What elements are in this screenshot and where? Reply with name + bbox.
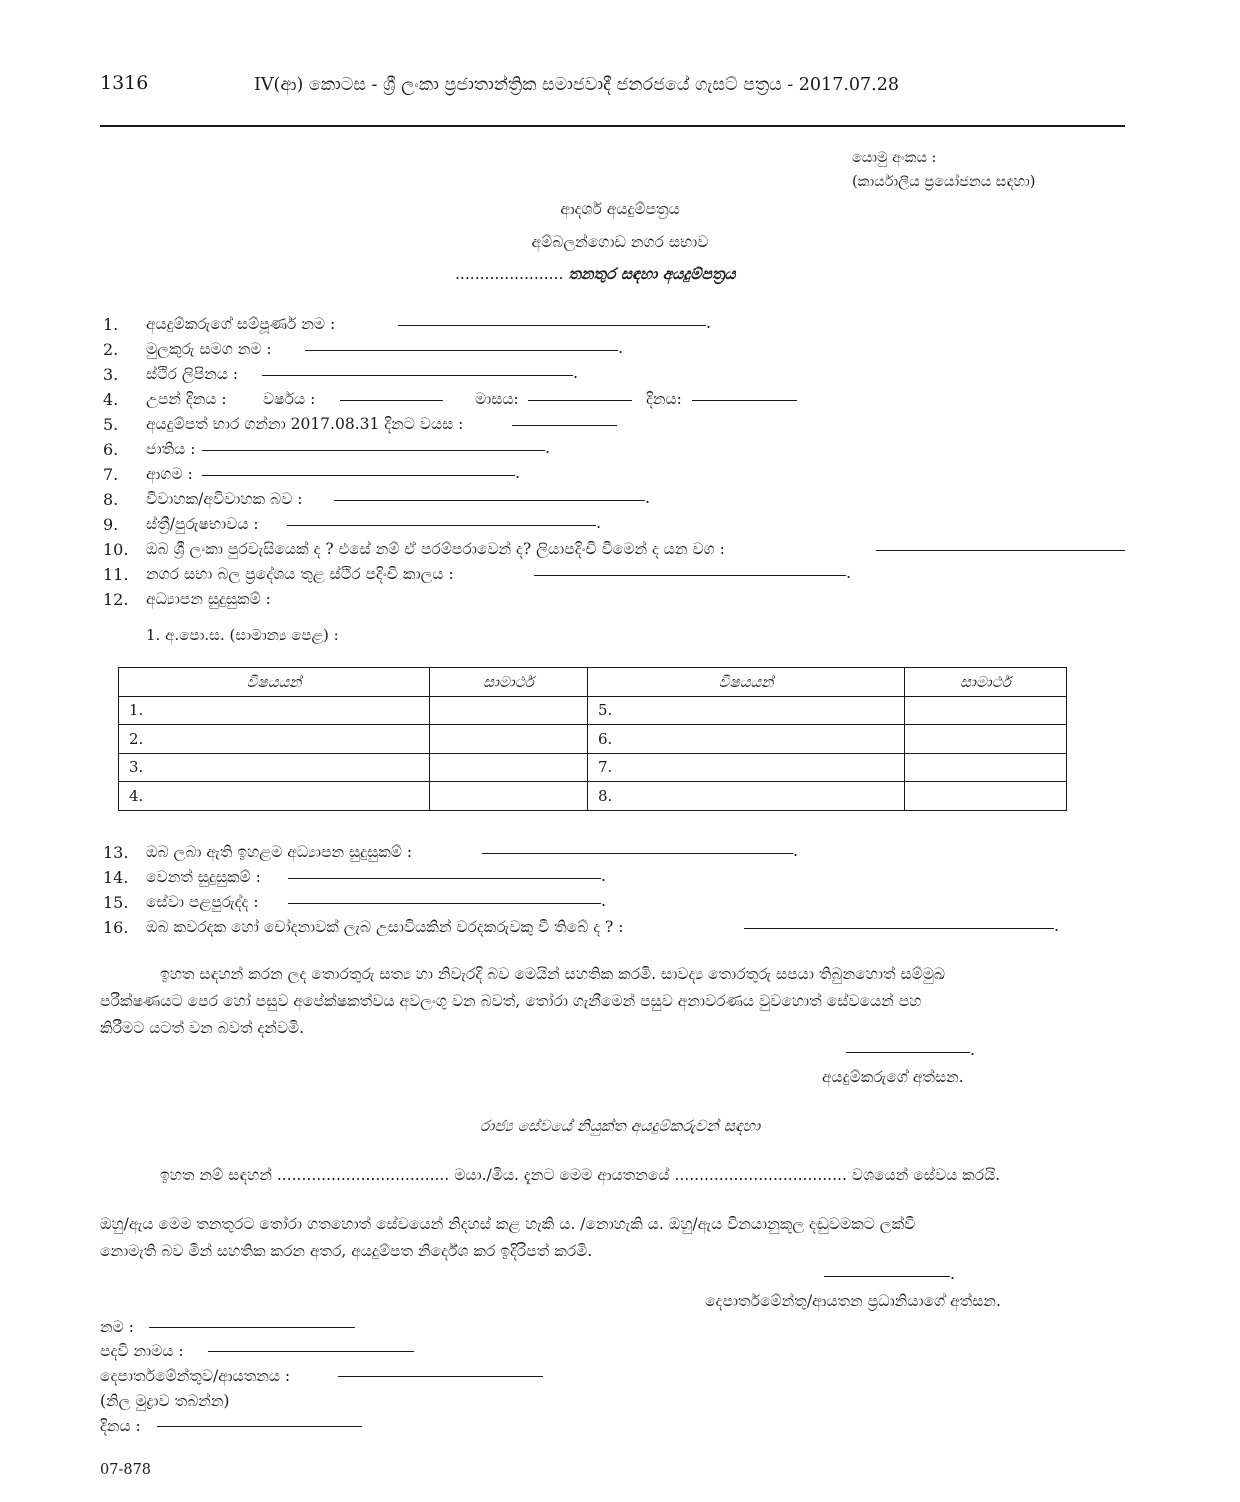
- fill-line-highest-qualification[interactable]: [482, 853, 793, 854]
- subject-cell[interactable]: 2.: [119, 725, 430, 754]
- line-end-dot: .: [545, 438, 551, 457]
- line-end-dot: .: [1054, 916, 1060, 935]
- pass-cell[interactable]: [905, 725, 1067, 754]
- field-label-religion: ආගම :: [146, 465, 193, 483]
- field-number: 5.: [103, 415, 119, 434]
- pass-cell[interactable]: [905, 696, 1067, 725]
- field-label-other-qualifications: වෙනත් සුදුසුකම් :: [146, 868, 261, 886]
- pass-cell[interactable]: [430, 782, 588, 811]
- fill-line-nationality[interactable]: [202, 450, 545, 451]
- head-designation-label: පදවි නාමය :: [100, 1342, 184, 1360]
- field-label-service-experience: සේවා පළපුරුද්ද :: [146, 893, 259, 911]
- head-signature-line[interactable]: [824, 1276, 950, 1277]
- fill-line-full-name[interactable]: [398, 325, 706, 326]
- fill-line-citizenship[interactable]: [876, 550, 1125, 551]
- line-end-dot: .: [706, 313, 712, 332]
- fill-line-head-designation[interactable]: [208, 1351, 414, 1352]
- line-end-dot: .: [645, 488, 651, 507]
- line-end-dot: .: [601, 866, 607, 885]
- line-end-dot: .: [618, 338, 624, 357]
- declaration-line-1: ඉහත සඳහන් කරන ලද තොරතුරු සත්‍ය හා නිවැරදි බව මෙයින් සහතික කරමි. සාවද්‍ය තොරතුරු සපයා තිබුනහොත් සම්මුඛ: [160, 965, 945, 983]
- field-label-highest-qualification: ඔබ ලබා ඇති ඉහළම අධ්‍යාපන සුදුසුකම් :: [146, 843, 413, 861]
- government-section-heading: රාජ්‍ය සේවයේ නියුක්ත අයදුම්කරුවන් සඳහා: [479, 1117, 761, 1135]
- line-end-dot: .: [573, 363, 579, 382]
- government-service-statement: ඉහත නම් සඳහන් ................................... මයා./මිය. දැනට මෙම ආයතනයේ ................................... වශයෙන් සේවය කරයි.: [160, 1166, 1001, 1184]
- field-number: 3.: [103, 365, 119, 384]
- fill-line-service-experience[interactable]: [288, 903, 601, 904]
- dob-month-label: මාසය:: [475, 390, 519, 408]
- field-label-educational-qualifications: අධ්‍යාපන සුදුසුකම් :: [146, 590, 271, 608]
- head-department-label: දෙපාර්තමේන්තුව/ආයතනය :: [100, 1367, 291, 1385]
- field-number: 15.: [103, 893, 129, 912]
- pass-cell[interactable]: [905, 782, 1067, 811]
- column-header-pass: සාමාර්ථ: [430, 668, 588, 697]
- column-header-subject: විෂයයන්: [588, 668, 905, 697]
- fill-line-marital-status[interactable]: [334, 500, 645, 501]
- field-number: 9.: [103, 515, 119, 534]
- fill-line-other-qualifications[interactable]: [288, 878, 601, 879]
- header-rule: [100, 125, 1125, 127]
- fill-line-name-with-initials[interactable]: [305, 350, 618, 351]
- pass-cell[interactable]: [430, 753, 588, 782]
- line-end-dot: .: [515, 463, 521, 482]
- footer-code: 07-878: [100, 1462, 152, 1478]
- applicant-signature-line[interactable]: [846, 1052, 970, 1053]
- line-end-dot: .: [793, 841, 799, 860]
- table-row: [119, 753, 1067, 782]
- subject-cell[interactable]: 8.: [588, 782, 905, 811]
- line-end-dot: .: [970, 1040, 976, 1059]
- field-number: 12.: [103, 590, 129, 609]
- dob-year-label: වර්ෂය :: [263, 390, 316, 408]
- gazette-header-title: IV(ආ) කොටස - ශ්‍රී ලංකා ප්‍රජාතාන්ත්‍රික සමාජවාදී ජනරජයේ ගැසට් පත්‍රය - 2017.07.28: [254, 75, 899, 95]
- subject-cell[interactable]: 4.: [119, 782, 430, 811]
- field-number: 2.: [103, 340, 119, 359]
- field-label-permanent-address: ස්ථිර ලිපිනය :: [146, 365, 239, 383]
- official-seal-note: (නිල මුද්‍රාව තබන්න): [100, 1392, 230, 1410]
- council-name: අම්බලන්ගොඩ නගර සභාව: [531, 233, 709, 251]
- form-title: ආදර්ශ අයදුම්පත්‍රය: [560, 200, 680, 218]
- field-label-citizenship: ඔබ ශ්‍රී ලංකා පුරවැසියෙක් ද ? එසේ නම් ඒ පරම්පරාවෙන් ද? ලියාපදිංචි වීමෙන් ද යන වග :: [146, 540, 725, 558]
- field-number: 4.: [103, 390, 119, 409]
- field-number: 6.: [103, 440, 119, 459]
- subject-cell[interactable]: 1.: [119, 696, 430, 725]
- table-header-row: [119, 668, 1067, 697]
- applicant-signature-label: අයදුම්කරුගේ අත්සන.: [822, 1068, 964, 1086]
- field-number: 13.: [103, 843, 129, 862]
- declaration-line-2: පරීක්ෂණයට පෙර හෝ පසුව අපේක්ෂකත්වය අවලංගු වන බවත්, තෝරා ගැනීමෙන් පසුව අනාවරණය වුවහොත් සේවයෙන් පහ: [100, 992, 922, 1010]
- table-row: [119, 696, 1067, 725]
- pass-cell[interactable]: [905, 753, 1067, 782]
- field-number: 7.: [103, 465, 119, 484]
- field-label-full-name: අයදුම්කරුගේ සම්පූර්ණ නම :: [146, 315, 336, 333]
- fill-line-head-department[interactable]: [338, 1376, 543, 1377]
- field-label-date-of-birth: උපන් දිනය :: [146, 390, 227, 408]
- office-use-note: (කාර්යාලීය ප්‍රයෝජනය සඳහා): [852, 174, 1036, 190]
- fill-line-head-date[interactable]: [157, 1426, 362, 1427]
- subject-cell[interactable]: 5.: [588, 696, 905, 725]
- page-number: 1316: [100, 72, 149, 94]
- field-label-gender: ස්ත්‍රී/පුරුෂභාවය :: [146, 515, 259, 533]
- head-name-label: නම :: [100, 1318, 134, 1336]
- pass-cell[interactable]: [430, 725, 588, 754]
- gce-ol-title: 1. අ.පො.ස. (සාමාන්‍ය පෙළ) :: [146, 626, 339, 644]
- field-number: 8.: [103, 490, 119, 509]
- post-title-line: [455, 264, 736, 284]
- table-row: [119, 782, 1067, 811]
- head-date-label: දිනය :: [100, 1417, 141, 1435]
- field-number: 1.: [103, 315, 119, 334]
- fill-line-religion[interactable]: [202, 475, 515, 476]
- fill-line-head-name[interactable]: [149, 1327, 355, 1328]
- line-end-dot: .: [601, 891, 607, 910]
- line-end-dot: .: [846, 563, 852, 582]
- field-label-name-with-initials: මුලකුරු සමග නම :: [146, 340, 272, 358]
- column-header-subject: විෂයයන්: [119, 668, 430, 697]
- field-number: 14.: [103, 868, 129, 887]
- reference-number-label: යොමු අංකය :: [852, 150, 937, 166]
- fill-line-age[interactable]: [512, 425, 617, 426]
- table-row: [119, 725, 1067, 754]
- fill-line-dob-year[interactable]: [340, 400, 443, 401]
- column-header-pass: සාමාර්ථ: [905, 668, 1067, 697]
- line-end-dot: .: [596, 513, 602, 532]
- fill-line-residence-period[interactable]: [534, 575, 846, 576]
- field-label-marital-status: විවාහක/අවිවාහක බව :: [146, 490, 303, 508]
- field-label-residence-period: නගර සභා බල ප්‍රදේශය තුළ ස්ථිර පදිංචි කාලය :: [146, 565, 454, 583]
- field-number: 11.: [103, 565, 129, 584]
- fill-line-convictions[interactable]: [744, 928, 1054, 929]
- release-statement-line-2: නොමැති බව මින් සහතික කරන අතර, අයදුම්පත නිර්දේශ කර ඉදිරිපත් කරමි.: [100, 1242, 593, 1260]
- declaration-line-3: කිරීමට යටත් වන බවත් දන්වමි.: [100, 1019, 305, 1037]
- fill-line-dob-month[interactable]: [528, 400, 632, 401]
- field-label-nationality: ජාතිය :: [146, 440, 196, 458]
- fill-line-permanent-address[interactable]: [262, 375, 573, 376]
- fill-line-gender[interactable]: [287, 525, 596, 526]
- subject-cell[interactable]: 3.: [119, 753, 430, 782]
- subject-cell[interactable]: 6.: [588, 725, 905, 754]
- field-number: 16.: [103, 918, 129, 937]
- field-label-convictions: ඔබ කවරදක හෝ චෝදනාවක් ලැබ උසාවියකින් වරදකරුවකු වී තිබේ ද ? :: [146, 918, 624, 936]
- post-title-blank: ......................: [455, 265, 564, 283]
- line-end-dot: .: [950, 1264, 956, 1283]
- head-signature-label: දෙපාර්තමේන්තු/ආයතන ප්‍රධානියාගේ අත්සන.: [705, 1292, 1001, 1310]
- gce-ol-results-table: [118, 667, 1067, 811]
- pass-cell[interactable]: [430, 696, 588, 725]
- field-number: 10.: [103, 540, 129, 559]
- subject-cell[interactable]: 7.: [588, 753, 905, 782]
- post-title-suffix: තනතුර සඳහා අයදුම්පත්‍රය: [568, 264, 736, 283]
- field-label-age: අයදුම්පත් භාර ගන්නා 2017.08.31 දිනට වයස :: [146, 415, 464, 433]
- release-statement-line-1: ඔහු/ඇය මෙම තනතුරට තෝරා ගතහොත් සේවයෙන් නිදහස් කළ හැකි ය. /නොහැකි ය. ඔහු/ඇය විනයානුකූල දඬුවමකට ලක්වී: [100, 1215, 916, 1233]
- dob-day-label: දිනය:: [646, 390, 682, 408]
- fill-line-dob-day[interactable]: [692, 400, 797, 401]
